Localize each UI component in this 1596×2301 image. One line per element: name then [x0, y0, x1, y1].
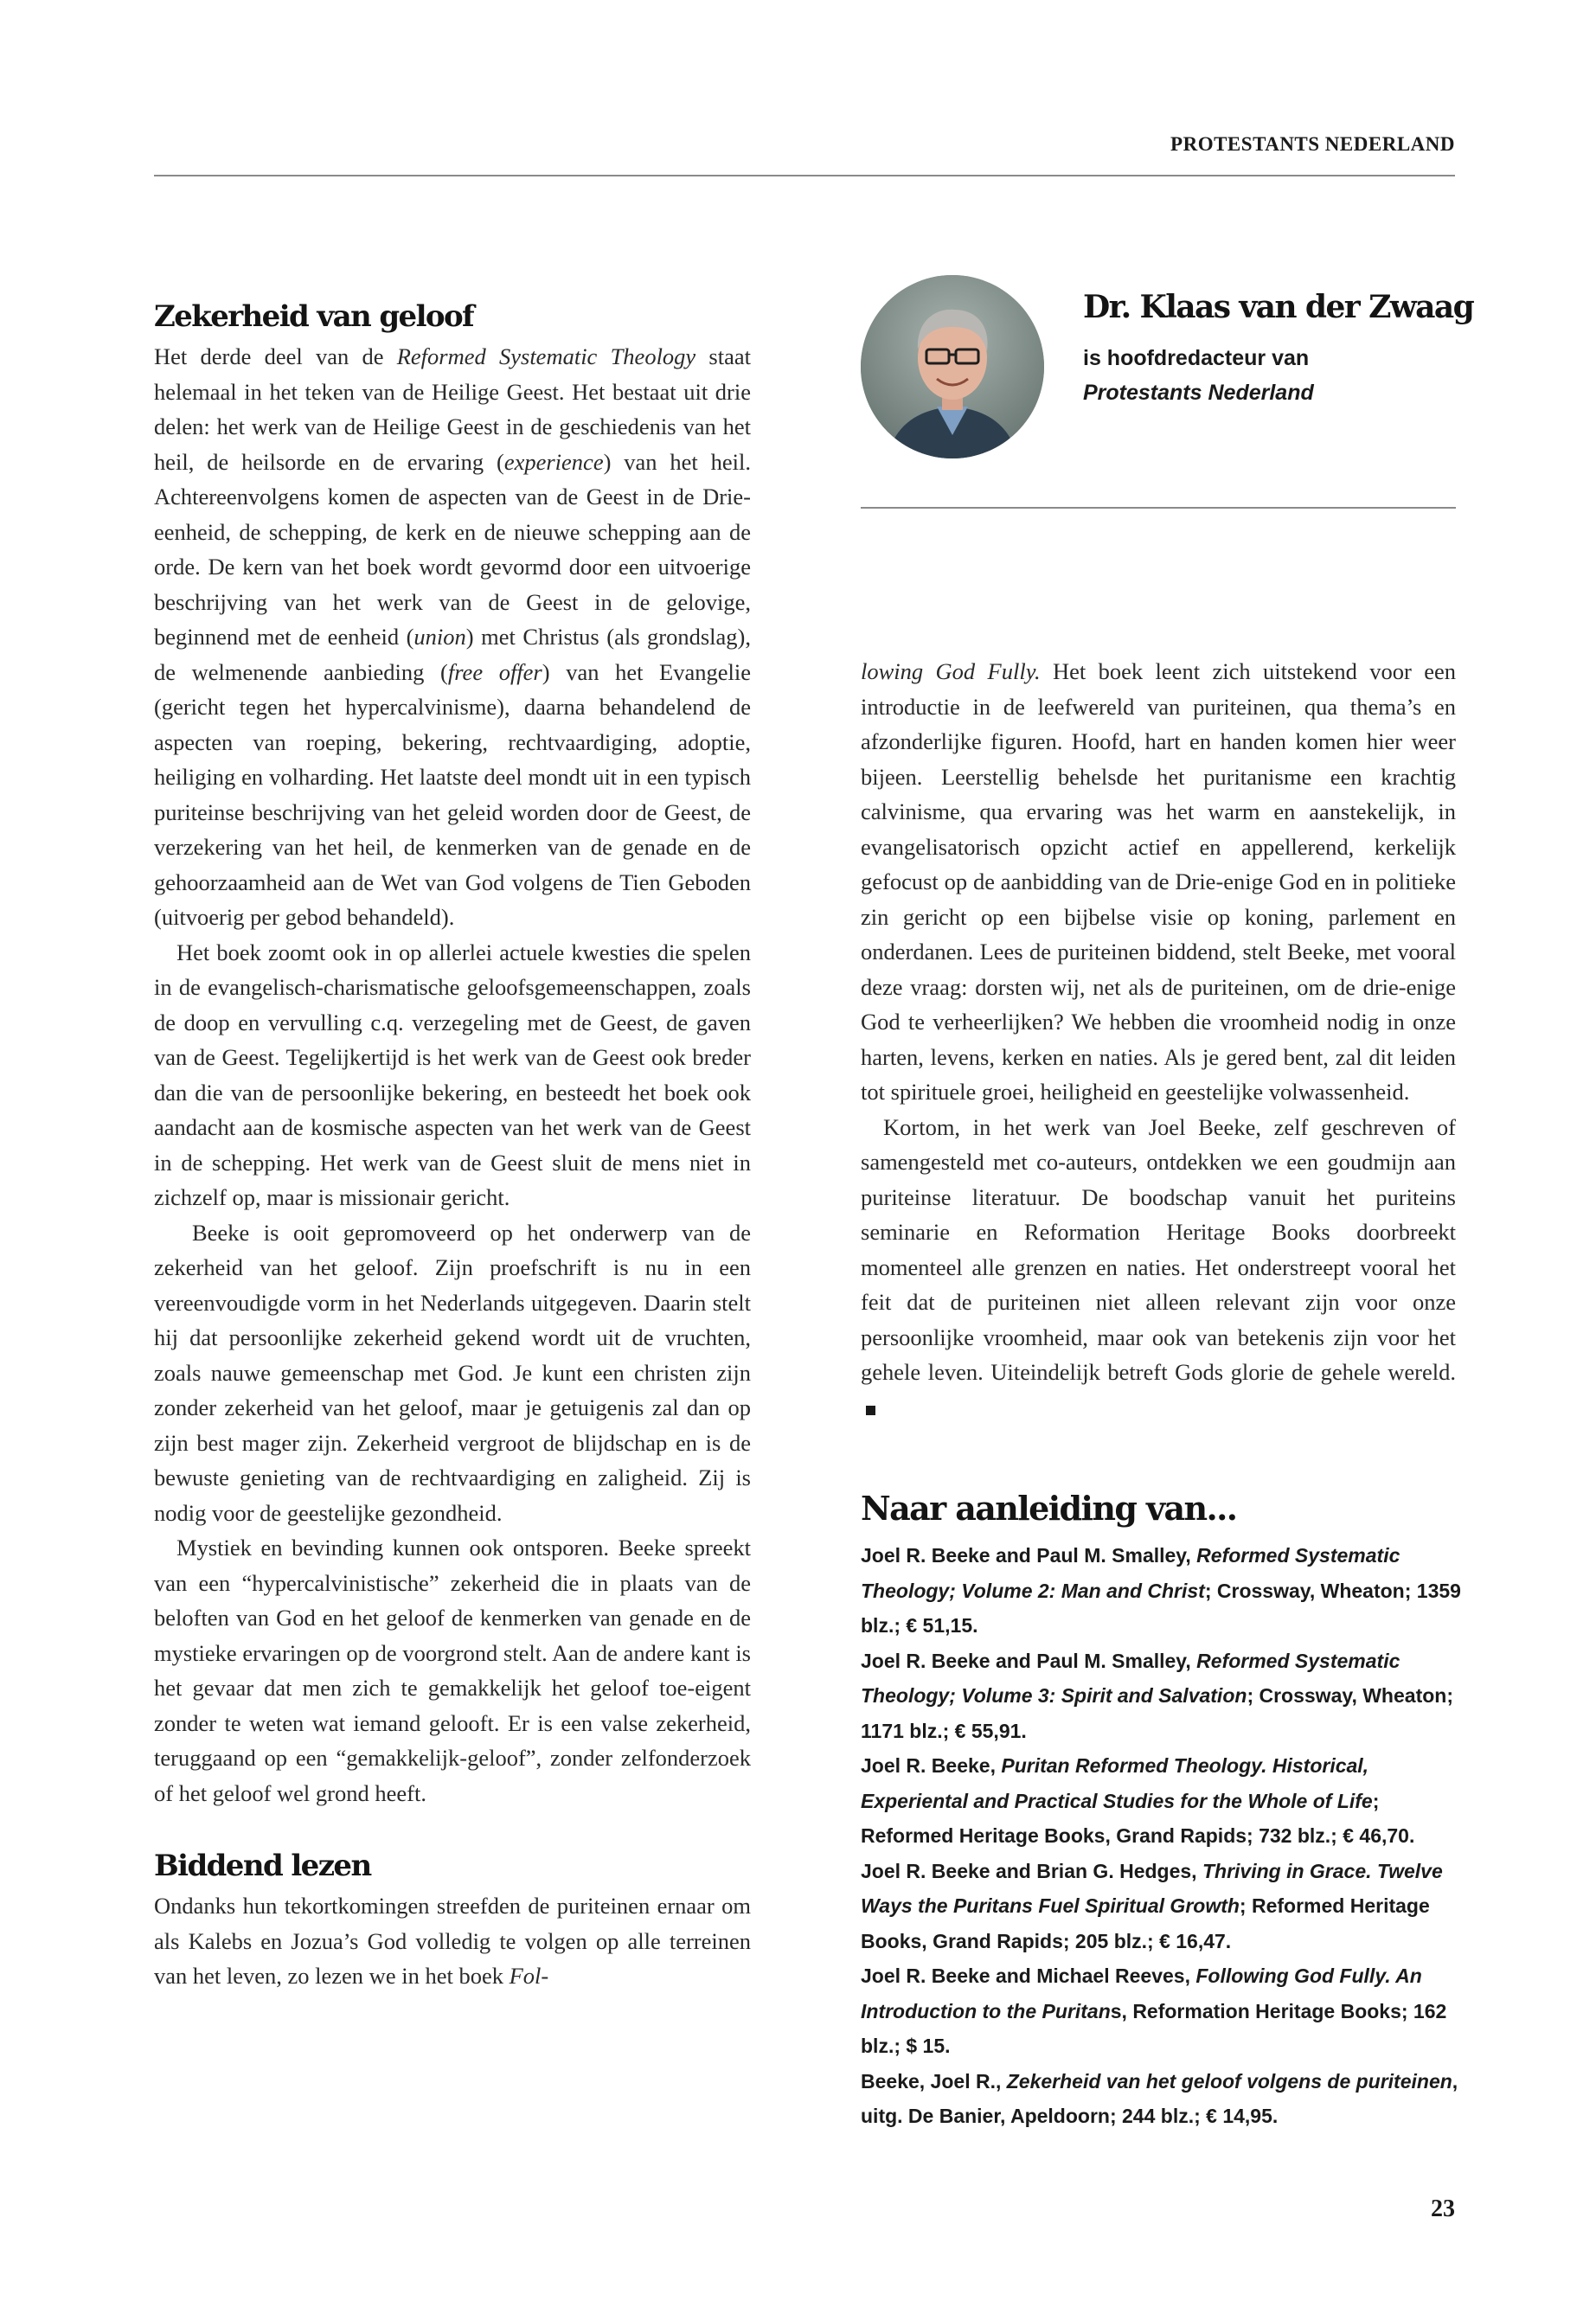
author-role-text: is hoofdredacteur van: [1083, 346, 1310, 370]
paragraph: lowing God Fully. Het boek leent zich uitstekend voor een introductie in de leefwereld van puriteinen, qua thema’s en afzonderlijke figuren. Hoofd, hart en handen komen hier weer bijeen. Leerstellig behelsde het puritanisme een krachtig calvinisme, qua ervaring was het warm en aanstekelijk, in evangelisatorisch opzicht actief en appellerend, kerkelijk gefocust op de aanbidding van de Drie-enige God en in politieke zin gericht op een bijbelse visie op koning, parlement en onderdanen. Lees de puriteinen biddend, stelt Beeke, met vooral deze vraag: dorsten wij, net als de puriteinen, om de drie-enige God te verheerlijken? We hebben die vroomheid nodig in onze harten, levens, kerken en naties. Als je gered bent, zal dit leiden tot spirituele groei, heiligheid en geestelijke volwassenheid.: [861, 658, 1456, 1105]
reference-item: Joel R. Beeke and Paul M. Smalley, Reformed Systematic Theology; Volume 3: Spirit and Salvation; Crossway, Wheaton; 1171 blz.; € 55,91.: [861, 1649, 1453, 1742]
reference-item: Joel R. Beeke and Brian G. Hedges, Thriving in Grace. Twelve Ways the Puritans Fuel Spiritual Growth; Reformed Heritage Books, Grand Rapids; 205 blz.; € 16,47.: [861, 1859, 1443, 1952]
paragraph: Beeke is ooit gepromoveerd op het onderwerp van de zekerheid van het geloof. Zijn proefschrift is nu in een vereenvoudigde vorm in het Nederlands uitgegeven. Daarin stelt hij dat persoonlijke zekerheid gekend wordt uit de vruchten, zoals nauwe gemeenschap met God. Je kunt een christen zijn zonder zekerheid van het geloof, maar je getuigenis zal dan op zijn best mager zijn. Zekerheid vergroot de blijdschap en is de bewuste genieting van de rechtvaardiging en zaligheid. Zij is nodig voor de geestelijke gezondheid.: [154, 1219, 751, 1526]
reference-item: Joel R. Beeke and Paul M. Smalley, Reformed Systematic Theology; Volume 2: Man and Christ; Crossway, Wheaton; 1359 blz.; € 51,15.: [861, 1544, 1461, 1637]
references-heading: Naar aanleiding van...: [861, 1489, 1237, 1528]
section-heading: Zekerheid van geloof: [154, 299, 474, 334]
author-box: [861, 275, 1474, 509]
author-photo: [861, 275, 1044, 458]
author-name: Dr. Klaas van der Zwaag: [1083, 289, 1474, 325]
paragraph: Mystiek en bevinding kunnen ook ontsporen. Beeke spreekt van een “hypercalvinistische” zekerheid die in plaats van de beloften van God en het geloof de kenmerken van genade en de mystieke ervaringen op de voorgrond stelt. Aan de andere kant is het gevaar dat men zich te gemakkelijk het geloof toe-eigent zonder te weten wat iemand gelooft. Er is een valse zekerheid, teruggaand op een “gemakkelijk-geloof”, zonder zelfonderzoek of het geloof wel grond heeft.: [154, 1535, 751, 1806]
paragraph: Het boek zoomt ook in op allerlei actuele kwesties die spelen in de evangelisch-charismatische geloofsgemeenschappen, zoals de doop en vervulling c.q. verzegeling met de Geest, de gaven van de Geest. Tegelijkertijd is het werk van de Geest ook breder dan die van de persoonlijke bekering, en besteedt het boek ook aandacht aan de kosmische aspecten van het werk van de Geest in de schepping. Het werk van de Geest sluit de mens niet in zichzelf op, maar is missionair gericht.: [154, 939, 751, 1210]
references-box: [861, 1486, 1466, 2134]
article-column-left: [154, 294, 751, 1994]
reference-item: Joel R. Beeke and Michael Reeves, Following God Fully. An Introduction to the Puritans, Reformation Heritage Books; 162 blz.; $ 15.: [861, 1965, 1447, 2057]
author-role: [1083, 341, 1314, 410]
portrait-illustration: [861, 275, 1044, 458]
end-mark-icon: [866, 1406, 875, 1415]
paragraph: Ondanks hun tekortkomingen streefden de puriteinen ernaar om als Kalebs en Jozua’s God volledig te volgen op alle terreinen van het leven, zo lezen we in het boek Fol-: [154, 1893, 751, 1989]
section-heading: Biddend lezen: [154, 1849, 371, 1883]
page-number: 23: [1431, 2195, 1455, 2222]
paragraph: Het derde deel van de Reformed Systematic Theology staat helemaal in het teken van de Heilige Geest. Het bestaat uit drie delen: het werk van de Heilige Geest in de geschiedenis van het heil, de heilsorde en de ervaring (experience) van het heil. Achtereenvolgens komen de aspecten van de Geest in de Drie-eenheid, de schepping, de kerk en de nieuwe schepping aan de orde. De kern van het boek wordt gevormd door een uitvoerige beschrijving van het werk van de Geest in de gelovige, beginnend met de eenheid (union) met Christus (als grondslag), de welmenende aanbieding (free offer) van het Evangelie (gericht tegen het hypercalvinisme), daarna behandelend de aspecten van roeping, bekering, rechtvaardiging, adoptie, heiliging en volharding. Het laatste deel mondt uit in een typisch puriteinse beschrijving van het geleid worden door de Geest, de verzekering van het heil, de kenmerken van de genade en de gehoorzaamheid aan de Wet van God volgens de Tien Geboden (uitvoerig per gebod behandeld).: [154, 343, 752, 930]
running-head: [154, 130, 1455, 176]
article-column-right: [861, 654, 1456, 1425]
section-title: PROTESTANTS NEDERLAND: [1170, 133, 1455, 155]
reference-item: Joel R. Beeke, Puritan Reformed Theology. Historical, Experiental and Practical Studies for the Whole of Life; Reformed Heritage Books, Grand Rapids; 732 blz.; € 46,70.: [861, 1754, 1415, 1847]
paragraph: Kortom, in het werk van Joel Beeke, zelf geschreven of samengesteld met co-auteurs, ontdekken we een goudmijn aan puriteinse literatuur. De boodschap vanuit het puriteins seminarie en Reformation Heritage Books doorbreekt momenteel alle grenzen en naties. Het onderstreept vooral het feit dat de puriteinen niet alleen relevant zijn voor onze persoonlijke vroomheid, maar ook van betekenis zijn voor het gehele leven. Uiteindelijk betreft Gods glorie de gehele wereld.: [861, 1110, 1456, 1426]
reference-item: Beeke, Joel R., Zekerheid van het geloof volgens de puriteinen, uitg. De Banier, Apeldoorn; 244 blz.; € 14,95.: [861, 2069, 1458, 2127]
author-publication: Protestants Nederland: [1083, 381, 1314, 405]
